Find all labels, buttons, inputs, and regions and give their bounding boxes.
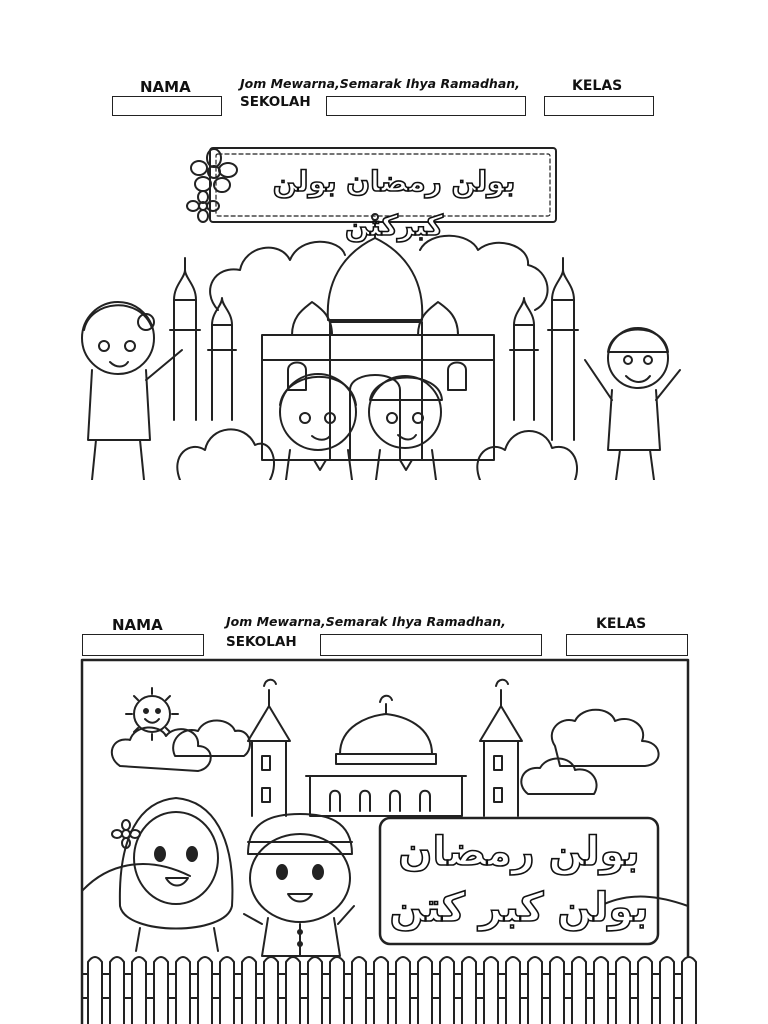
flower-icon bbox=[191, 149, 237, 192]
fence-picket bbox=[88, 957, 102, 1024]
worksheet-title: Jom Mewarna,Semarak Ihya Ramadhan, bbox=[226, 614, 506, 629]
boy-character-center bbox=[369, 376, 442, 480]
flower-icon bbox=[187, 191, 219, 222]
fence-picket bbox=[242, 957, 256, 1024]
nama-input-box[interactable] bbox=[112, 96, 222, 116]
fence-picket bbox=[110, 957, 124, 1024]
fence-picket bbox=[374, 957, 388, 1024]
fence-picket bbox=[484, 957, 498, 1024]
fence-picket bbox=[308, 957, 322, 1024]
kelas-input-box[interactable] bbox=[544, 96, 654, 116]
fence-picket bbox=[660, 957, 674, 1024]
sekolah-label: SEKOLAH bbox=[226, 634, 297, 650]
mosque-coloring-illustration-1 bbox=[0, 60, 768, 480]
fence-picket bbox=[594, 957, 608, 1024]
banner-text-line-1: بولن رمضان bbox=[398, 829, 640, 875]
banner-text: بولن رمضان بولن کبرکتن bbox=[272, 165, 516, 242]
fence-picket bbox=[462, 957, 476, 1024]
kelas-label: KELAS bbox=[572, 78, 623, 94]
nama-label: NAMA bbox=[140, 78, 191, 96]
fence-picket bbox=[286, 957, 300, 1024]
sekolah-label: SEKOLAH bbox=[240, 94, 311, 110]
mosque-coloring-illustration-2 bbox=[0, 606, 768, 1024]
fence-picket bbox=[176, 957, 190, 1024]
fence-picket bbox=[682, 957, 696, 1024]
worksheet-title: Jom Mewarna,Semarak Ihya Ramadhan, bbox=[240, 76, 520, 91]
fence-picket bbox=[638, 957, 652, 1024]
fence-picket bbox=[440, 957, 454, 1024]
fence-picket bbox=[132, 957, 146, 1024]
fence-picket bbox=[154, 957, 168, 1024]
nama-input-box[interactable] bbox=[82, 634, 204, 656]
fence-picket bbox=[330, 957, 344, 1024]
nama-label: NAMA bbox=[112, 616, 163, 634]
fence-picket bbox=[572, 957, 586, 1024]
fence-picket bbox=[220, 957, 234, 1024]
kelas-input-box[interactable] bbox=[566, 634, 688, 656]
sekolah-input-box[interactable] bbox=[326, 96, 526, 116]
fence-picket bbox=[396, 957, 410, 1024]
fence-picket bbox=[528, 957, 542, 1024]
cloud-icon bbox=[173, 720, 250, 756]
fence-picket bbox=[506, 957, 520, 1024]
fence-picket bbox=[352, 957, 366, 1024]
cloud-icon bbox=[552, 710, 659, 766]
fence-picket bbox=[616, 957, 630, 1024]
kelas-label: KELAS bbox=[596, 616, 647, 632]
worksheet-2 bbox=[0, 606, 768, 1024]
banner-text-line-2: بولن کبر کتن bbox=[389, 885, 649, 931]
boy-character-right bbox=[585, 328, 680, 480]
sekolah-input-box[interactable] bbox=[320, 634, 542, 656]
worksheet-1 bbox=[0, 60, 768, 480]
girl-character bbox=[112, 798, 232, 951]
boy-character bbox=[244, 814, 354, 956]
girl-character-left bbox=[82, 302, 182, 480]
fence-picket bbox=[198, 957, 212, 1024]
fence-picket bbox=[418, 957, 432, 1024]
fence-picket bbox=[264, 957, 278, 1024]
fence-picket bbox=[550, 957, 564, 1024]
cloud-icon bbox=[112, 727, 211, 771]
